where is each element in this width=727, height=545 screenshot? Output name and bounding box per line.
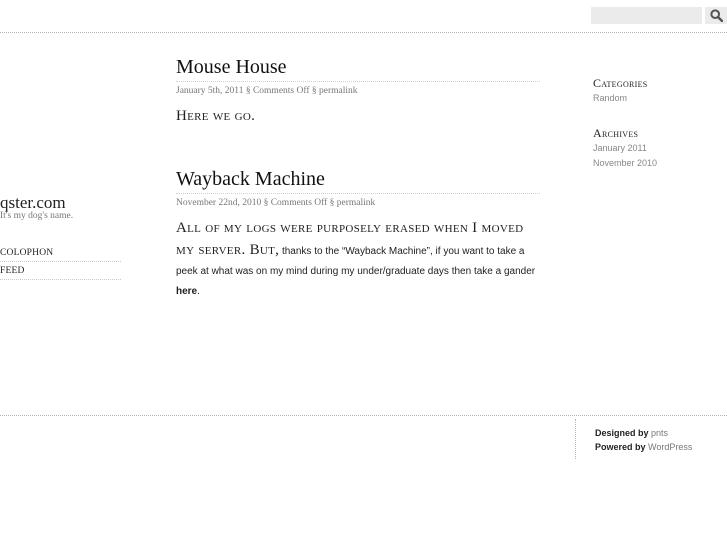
- powered-label: Powered by: [595, 442, 646, 452]
- side-nav: [0, 246, 121, 280]
- post-text-tail: .: [197, 286, 200, 297]
- site-title[interactable]: qster.com: [0, 193, 66, 212]
- categories-widget: [593, 76, 648, 106]
- designer-link[interactable]: pnts: [651, 428, 669, 438]
- nav-feed[interactable]: FEED: [0, 264, 121, 280]
- post-body: [176, 218, 540, 302]
- here-link[interactable]: here: [176, 286, 198, 297]
- archive-link[interactable]: November 2010: [593, 158, 658, 168]
- post-wayback-machine: [176, 167, 540, 302]
- archive-link[interactable]: January 2011: [593, 143, 647, 153]
- archives-title: Archives: [593, 126, 639, 140]
- post-mouse-house: [176, 55, 540, 128]
- post-text: thanks to the “Wayback Machine”, if you want to take a peek at what was on my mind during my under/graduate days then take a gander: [176, 246, 536, 277]
- nav-colophon[interactable]: COLOPHON: [0, 246, 121, 262]
- search-button[interactable]: [705, 7, 727, 24]
- category-link[interactable]: Random: [593, 93, 628, 103]
- archives-widget: [593, 126, 657, 171]
- wordpress-link[interactable]: WordPress: [648, 442, 693, 452]
- designed-label: Designed by: [595, 428, 649, 438]
- post-body: [176, 106, 540, 128]
- post-meta: January 5th, 2011 § Comments Off § permalink: [176, 86, 358, 96]
- footer-credits: [595, 426, 692, 454]
- post-lead: All of my logs were purposely erased when I moved my server. But,: [176, 220, 524, 258]
- footer-vertical-divider: [575, 419, 576, 459]
- post-meta: November 22nd, 2010 § Comments Off § permalink: [176, 198, 376, 208]
- top-bar: [0, 0, 727, 33]
- search-input[interactable]: [591, 7, 702, 24]
- post-title[interactable]: Wayback Machine: [176, 167, 540, 194]
- footer-divider: [0, 415, 727, 416]
- site-tagline: It's my dog's name.: [0, 211, 74, 221]
- post-title[interactable]: Mouse House: [176, 55, 540, 82]
- post-lead: Here we go.: [176, 108, 256, 124]
- categories-title: Categories: [593, 76, 648, 90]
